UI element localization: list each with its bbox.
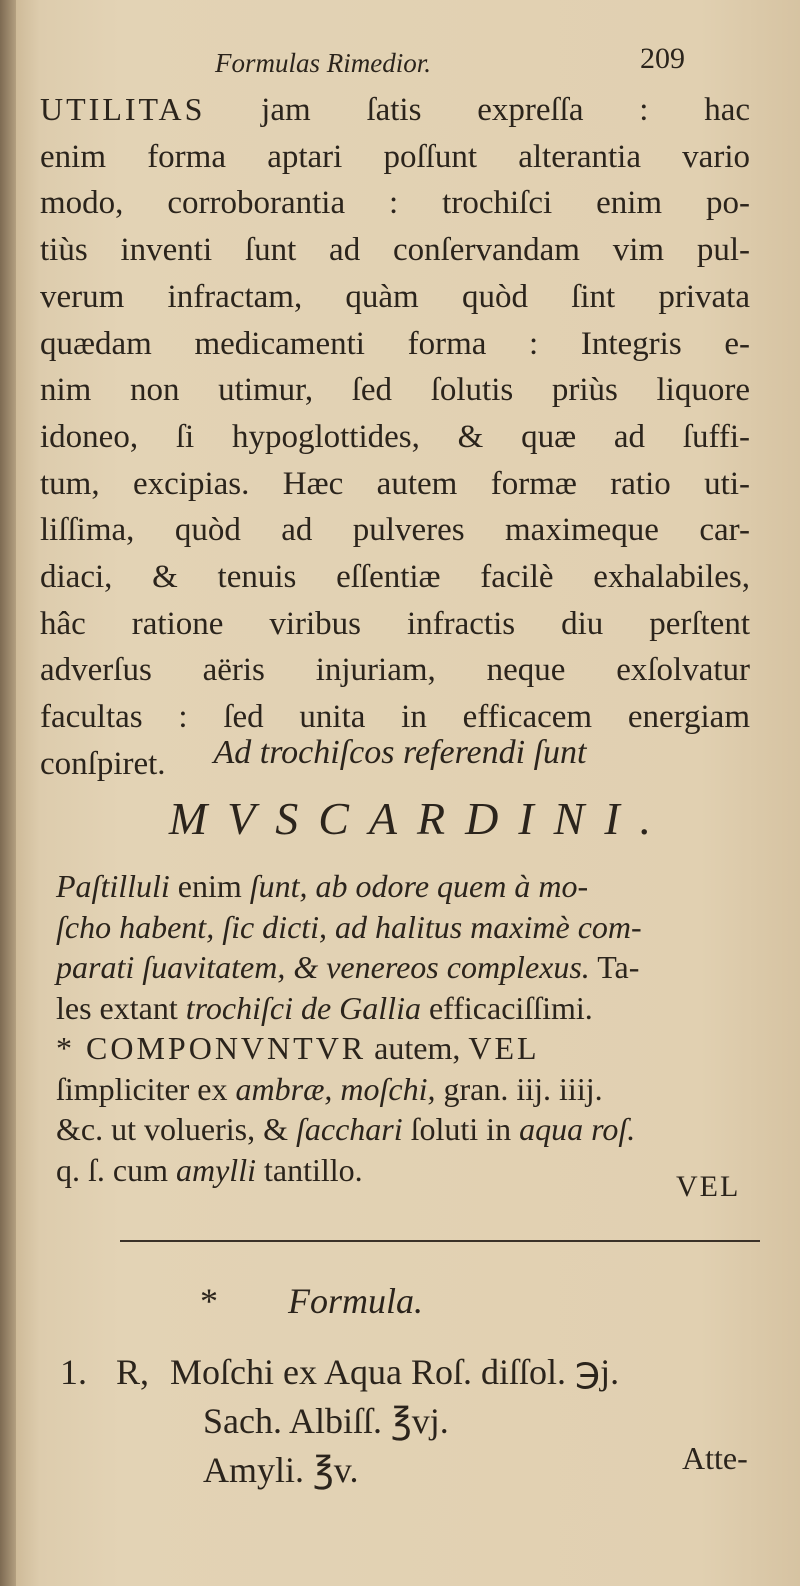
footnote-asterisk: * <box>200 1281 218 1321</box>
text-line: tum, excipias. Hæc autem formæ ratio uti- <box>40 465 750 502</box>
text-line: hâc ratione viribus infractis diu perſtent <box>40 605 750 642</box>
opening-word: UTILITAS <box>40 91 206 127</box>
text-line: idoneo, ſi hypoglottides, & quæ ad ſuffi- <box>40 418 750 455</box>
recipe-ingredient: Sach. Albiſſ. ℥vj. <box>203 1401 449 1441</box>
text-line: facultas : ſed unita in efficacem energiam <box>40 699 750 736</box>
running-head <box>215 42 715 88</box>
text-line: * COMPONVNTVR autem, VEL <box>56 1030 540 1066</box>
text-line: tiùs inventi ſunt ad conſervandam vim pul- <box>40 232 750 269</box>
catchword-vel: VEL <box>676 1170 741 1203</box>
section-heading-intro: Ad trochiſcos referendi ſunt <box>213 734 587 771</box>
formula-recipe <box>60 1348 619 1495</box>
text-line: conſpiret. <box>40 745 166 782</box>
catchword: Atte- <box>682 1440 748 1476</box>
footnote-divider <box>120 1240 760 1242</box>
text-line: enim forma aptari poſſunt alterantia vario <box>40 138 750 175</box>
recipe-ingredient: Moſchi ex Aqua Roſ. diſſol. ℈j. <box>170 1352 620 1392</box>
recipe-number: 1. <box>60 1352 87 1392</box>
text-line: modo, corroborantia : trochiſci enim po- <box>40 185 750 222</box>
formula-title: Formula. <box>288 1281 423 1321</box>
recipe-line <box>60 1348 619 1397</box>
text-line: &c. ut volueris, & ſacchari ſoluti in aqua roſ. <box>56 1111 636 1147</box>
text-line: diaci, & tenuis eſſentiæ facilè exhalabiles, <box>40 559 750 596</box>
text-line: ſimpliciter ex ambræ, moſchi, gran. iij. iiij. <box>56 1070 603 1107</box>
paragraph-utilitas <box>40 86 750 788</box>
page-number: 209 <box>640 42 685 75</box>
text-line: liſſima, quòd ad pulveres maximeque car- <box>40 512 750 549</box>
text-line: ſcho habent, ſic dicti, ad halitus maximè com- <box>56 908 642 945</box>
text-line: nim non utimur, ſed ſolutis priùs liquore <box>40 372 750 409</box>
recipe-symbol: R, <box>116 1352 150 1392</box>
section-heading-muscardini: MVSCARDINI. <box>168 793 672 844</box>
recipe-ingredient: Amyli. ℥v. <box>203 1450 359 1490</box>
text-line: UTILITAS jam ſatis expreſſa : hac <box>40 91 750 128</box>
paragraph-pastilluli <box>56 866 756 1190</box>
text-line: quædam medicamenti forma : Integris e- <box>40 325 750 362</box>
text-line: verum infractam, quàm quòd ſint privata <box>40 278 750 315</box>
text-line: q. ſ. cum amylli tantillo. <box>56 1151 363 1188</box>
text-line: les extant trochiſci de Gallia efficaciſſimi. <box>56 989 593 1026</box>
text-line: adverſus aëris injuriam, neque exſolvatur <box>40 652 750 689</box>
formula-heading <box>200 1280 423 1322</box>
text-line: parati ſuavitatem, & venereos complexus. Ta- <box>56 949 640 985</box>
running-head-title: Formulas Rimedior. <box>215 48 431 78</box>
text-line: Paſtilluli enim ſunt, ab odore quem à mo- <box>56 868 589 904</box>
